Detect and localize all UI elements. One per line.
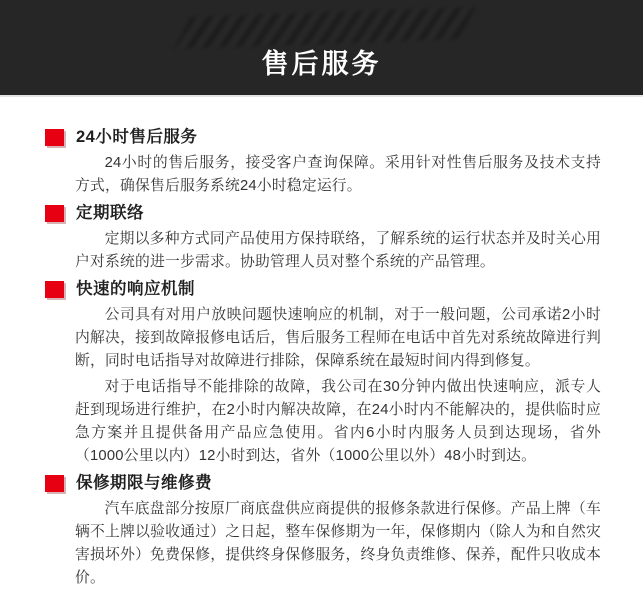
section-rapid-response [45, 279, 603, 468]
section-paragraph: 定期以多种方式同产品使用方保持联络，了解系统的运行状态并及时关心用户对系统的进一步需求。协助管理人员对整个系统的产品管理。 [75, 231, 601, 270]
red-square-bullet-icon [45, 281, 64, 298]
section-paragraph: 对于电话指导不能排除的故障，我公司在30分钟内做出快速响应，派专人赶到现场进行维护，在2小时内解决故障，在24小时内不能解决的，提供临时应急方案并且提供备用产品应急使用。省内6小时内服务人员到达现场，省外（1000公里以内）12小时到达，省外（1000公里以外）48小时到达。 [75, 379, 601, 464]
page-title: 售后服务 [261, 49, 382, 79]
section-heading-row [45, 473, 603, 493]
section-title: 24小时售后服务 [76, 128, 198, 146]
watermark [175, 7, 476, 49]
section-paragraph: 公司具有对用户放映问题快速响应的机制，对于一般问题，公司承诺2小时内解决，接到故障报修电话后，售后服务工程师在电话中首先对系统故障进行判断，同时电话指导对故障进行排除，保障系统在最短时间内得到修复。 [75, 307, 601, 369]
content-area [0, 97, 643, 590]
page-header [0, 0, 643, 97]
red-square-bullet-icon [45, 475, 64, 492]
section-paragraph: 24小时的售后服务，接受客户查询保障。采用针对性售后服务及技术支持方式，确保售后服务系统24小时稳定运行。 [75, 155, 601, 194]
section-title: 快速的响应机制 [76, 280, 195, 298]
section-warranty-and-fees [45, 473, 603, 590]
red-square-bullet-icon [45, 205, 64, 222]
section-title: 保修期限与维修费 [76, 474, 212, 492]
section-title: 定期联络 [76, 204, 144, 222]
section-heading-row [45, 203, 603, 223]
section-heading-row [45, 279, 603, 299]
section-heading-row [45, 127, 603, 147]
section-24h-after-sales [45, 127, 603, 198]
section-regular-contact [45, 203, 603, 274]
section-paragraph: 汽车底盘部分按原厂商底盘供应商提供的报修条款进行保修。产品上牌（车辆不上牌以验收通过）之日起，整车保修期为一年，保修期内（除人为和自然灾害损坏外）免费保修，提供终身保修服务，终身负责维修、保养，配件只收成本价。 [75, 501, 601, 586]
red-square-bullet-icon [45, 129, 64, 146]
